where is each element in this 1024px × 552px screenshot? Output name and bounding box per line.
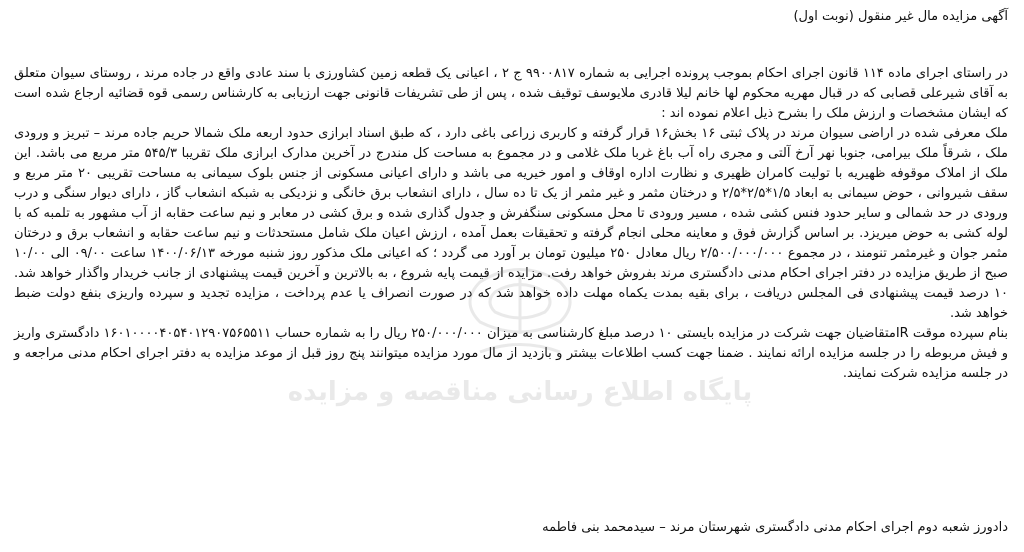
paragraph-intro: در راستای اجرای ماده ۱۱۴ قانون اجرای احکام بموجب پرونده اجرایی به شماره ۹۹۰۰۸۱۷ ج ۲ ، اعیانی یک قطعه زمین کشاورزی با سند عادی واقع در جاده مرند ، روستای سیوان متعلق به آقای شیرعلی قصابی که در قبال مهریه محکوم لها خانم لیلا قادری ملایوسف توقیف شده ، پس از طی تشریفات قانونی جهت ارزیابی به کارشناس رسمی قوه قضائیه ارجاع شده است که ایشان مشخصات و ارزش ملک را بشرح ذیل اعلام نموده اند : — [14, 66, 1009, 121]
signature-line: دادورز شعبه دوم اجرای احکام مدنی دادگستری شهرستان مرند – سیدمحمد بنی فاطمه — [542, 520, 1008, 535]
paragraph-deposit-instructions: بنام سپرده موقت IRمتقاضیان جهت شرکت در مزایده بایستی ۱۰ درصد مبلغ کارشناسی به میزان ۲۵۰/۰۰۰/۰۰۰ ریال را به شماره حساب ۱۶۰۱۰۰۰۰۴۰۵۴۰۱۲۹۰۷۵۶۵۵۱۱ دادگستری واریز و فیش مربوطه را در جلسه مزایده ارائه نمایند . ضمنا جهت کسب اطلاعات بیشتر و بازدید از مال مورد مزایده میتوانند پنج روز قبل از موعد مزایده به دفتر اجرای احکام مدنی مراجعه و در جلسه مزایده شرکت نمایند. — [14, 326, 1009, 381]
watermark-text: پایگاه اطلاع رسانی مناقصه و مزایده — [287, 377, 753, 407]
page-title: آگهی مزایده مال غیر منقول (نوبت اول) — [793, 9, 1008, 24]
paragraph-property-description: ملک معرفی شده در اراضی سیوان مرند در پلاک ثبتی ۱۶ بخش۱۶ قرار گرفته و کاربری زراعی باغی دارد ، که طبق اسناد ابرازی حدود اربعه ملک شمالا حریم جاده مرند – تبریز و ورودی ملک ، شرقاً ملک بیرامی، جنوبا نهر آرخ آلتی و مجری راه آب باغ غربا ملک غلامی و در مجموع به مساحت کل مندرج در آخرین مدارک ابرازی ملک تقریبا ۵۴۵/۳ متر مربع می باشد. این ملک از املاک موقوفه ظهیریه با تولیت کامران ظهیری و نظارت اداره اوقاف و امور خیریه می باشد و دارای اعیانی مسکونی از جنس بلوک سیمانی به مساحت تقریبی ۲۰ متر مربع و سقف شیروانی ، حوض سیمانی به ابعاد ۱/۵*۲/۵*۲/۵ و درختان مثمر و غیر مثمر از یک تا ده سال ، دارای انشعاب برق خانگی و نزدیکی به شبکه انشعاب گاز ، دارای دیوار سنگی و درب ورودی در حد شمالی و سایر حدود فنس کشی شده ، مسیر ورودی تا محل مسکونی سنگفرش و جدول گذاری شده و برق کشی در معابر و نیم ساعت حقابه از آب مشهور به تلمبه که با لوله کشی به حوض میریزد. بر اساس گزارش فوق و معاینه محلی انجام گرفته و تحقیقات بعمل آمده ، ارزش اعیان ملک شامل مستحدثات و نیم ساعت حقابه و انشعاب برق و درختان مثمر جوان و غیرمثمر تنومند ، در مجموع ۲/۵۰۰/۰۰۰/۰۰۰ ریال معادل ۲۵۰ میلیون تومان بر آورد می گردد ؛ که اعیانی ملک مذکور روز شنبه مورخه ۱۴۰۰/۰۶/۱۳ ساعت ۰۹/۰۰ الی ۱۰/۰۰ صبح از طریق مزایده در دفتر اجرای احکام مدنی دادگستری مرند بفروش خواهد رفت. مزایده از قیمت پایه شروع ، به بالاترین و آخرین قیمت پیشنهادی از جانب خریدار واگذار خواهد شد. ۱۰ درصد قیمت پیشنهادی فی المجلس دریافت ، برای بقیه بمدت یکماه مهلت داده خواهد شد که در صورت انصراف یا عدم پرداخت ، مزایده تجدید و سپرده واریزی بنفع دولت ضبط خواهد شد. — [14, 126, 1008, 321]
announcement-body — [14, 64, 1008, 384]
